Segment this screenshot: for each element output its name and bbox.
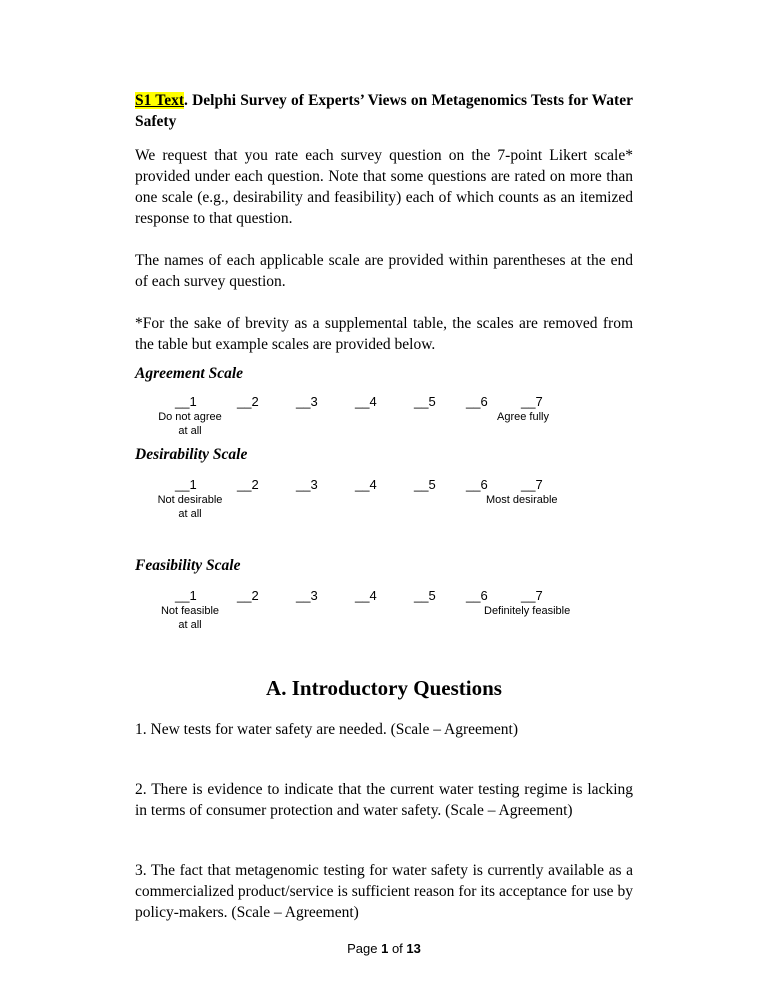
feasibility-option-1[interactable]: __1 [175, 588, 197, 603]
intro-paragraph-2: The names of each applicable scale are provided within parentheses at the end of each survey question. [135, 252, 633, 290]
feasibility-option-4[interactable]: __4 [355, 588, 377, 603]
feasibility-low-label [145, 604, 235, 632]
feasibility-low-label-line-2: at all [178, 619, 202, 631]
title-text: . Delphi Survey of Experts’ Views on Metagenomics Tests for Water Safety [135, 92, 633, 130]
question-2: 2. There is evidence to indicate that the current water testing regime is lacking in terms of consumer protection and water safety. (Scale – Agreement) [135, 781, 633, 819]
document-title [135, 90, 633, 132]
agreement-scale-title: Agreement Scale [135, 365, 244, 382]
desirability-low-label-line-2: at all [178, 508, 202, 520]
page-footer [0, 941, 768, 956]
footer-current-page: 1 [381, 941, 389, 956]
agreement-low-label [145, 410, 235, 438]
desirability-high-label: Most desirable [486, 494, 558, 506]
feasibility-option-2[interactable]: __2 [237, 588, 259, 603]
desirability-scale-title: Desirability Scale [135, 446, 248, 463]
intro-paragraph-3: *For the sake of brevity as a supplemental table, the scales are removed from the table but example scales are provided below. [135, 315, 633, 353]
agreement-scale [0, 394, 768, 464]
footer-middle: of [388, 941, 407, 956]
desirability-option-6[interactable]: __6 [466, 477, 488, 492]
title-label: S1 Text [135, 92, 185, 109]
footer-total-pages: 13 [406, 941, 421, 956]
desirability-option-3[interactable]: __3 [296, 477, 318, 492]
agreement-high-label: Agree fully [497, 411, 549, 423]
agreement-option-4[interactable]: __4 [355, 394, 377, 409]
question-1: 1. New tests for water safety are needed. (Scale – Agreement) [135, 721, 519, 738]
feasibility-option-5[interactable]: __5 [414, 588, 436, 603]
feasibility-option-7[interactable]: __7 [521, 588, 543, 603]
desirability-option-5[interactable]: __5 [414, 477, 436, 492]
agreement-low-label-line-1: Do not agree [158, 411, 222, 423]
feasibility-option-3[interactable]: __3 [296, 588, 318, 603]
desirability-option-4[interactable]: __4 [355, 477, 377, 492]
desirability-option-1[interactable]: __1 [175, 477, 197, 492]
feasibility-scale [0, 588, 768, 658]
desirability-option-7[interactable]: __7 [521, 477, 543, 492]
agreement-option-2[interactable]: __2 [237, 394, 259, 409]
agreement-option-3[interactable]: __3 [296, 394, 318, 409]
desirability-low-label [145, 493, 235, 521]
agreement-option-5[interactable]: __5 [414, 394, 436, 409]
agreement-option-6[interactable]: __6 [466, 394, 488, 409]
feasibility-high-label: Definitely feasible [484, 605, 571, 617]
footer-prefix: Page [347, 941, 382, 956]
intro-paragraph-1: We request that you rate each survey question on the 7-point Likert scale* provided under each question. Note that some questions are rated on more than one scale (e.g., desirability and feasibility) each of which counts as an itemized response to that question. [135, 147, 633, 227]
agreement-option-7[interactable]: __7 [521, 394, 543, 409]
feasibility-option-6[interactable]: __6 [466, 588, 488, 603]
desirability-option-2[interactable]: __2 [237, 477, 259, 492]
question-3: 3. The fact that metagenomic testing for water safety is currently available as a commercialized product/service is sufficient reason for its acceptance for use by policy-makers. (Scale – Agreement) [135, 862, 633, 921]
feasibility-low-label-line-1: Not feasible [160, 605, 220, 617]
desirability-low-label-line-1: Not desirable [157, 494, 223, 506]
agreement-low-label-line-2: at all [178, 425, 202, 437]
agreement-option-1[interactable]: __1 [175, 394, 197, 409]
feasibility-scale-title: Feasibility Scale [135, 557, 241, 574]
desirability-scale [0, 477, 768, 547]
section-heading: A. Introductory Questions [266, 676, 502, 700]
